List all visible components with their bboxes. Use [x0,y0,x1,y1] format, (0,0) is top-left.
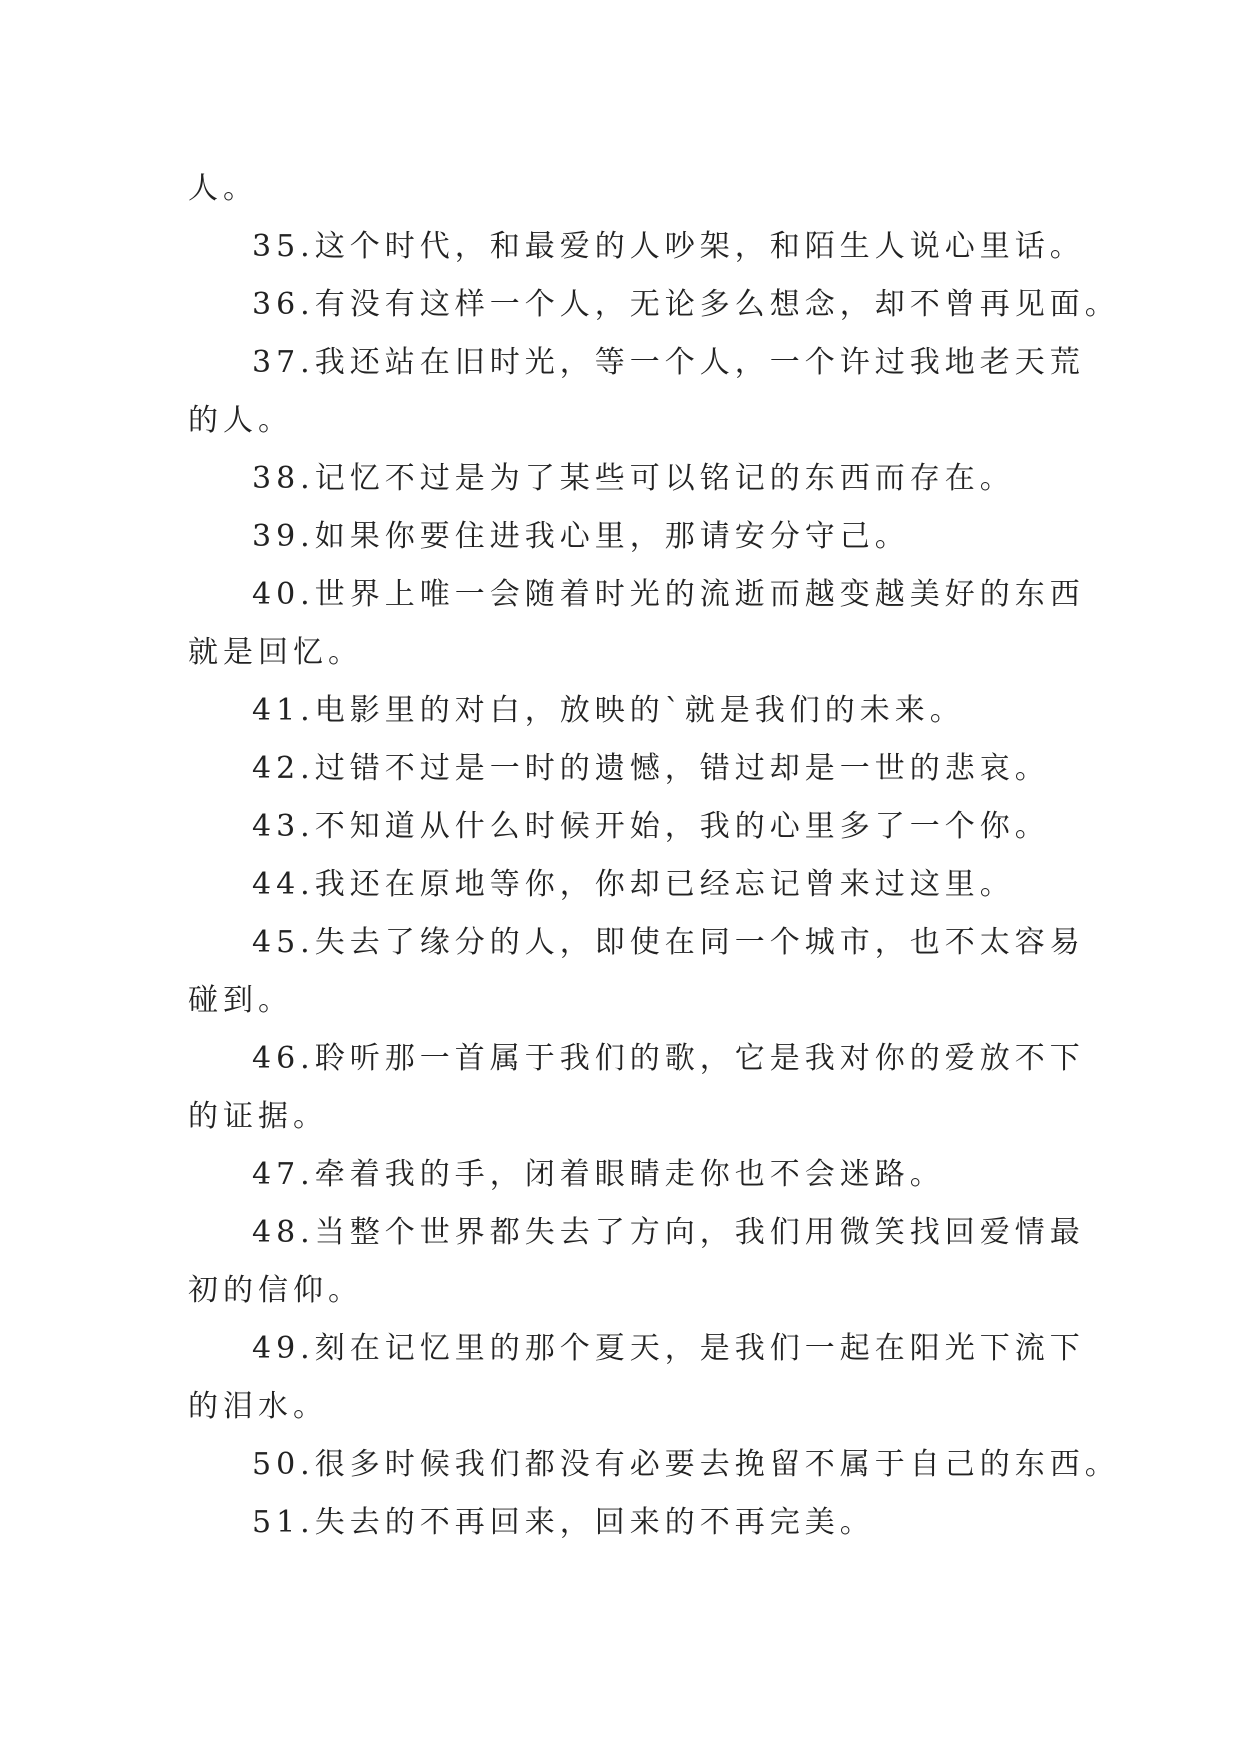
quote-38: 38.记忆不过是为了某些可以铭记的东西而存在。 [252,461,1015,496]
quote-44: 44.我还在原地等你，你却已经忘记曾来过这里。 [252,867,1015,902]
document-body [188,160,1120,1552]
quote-40: 40.世界上唯一会随着时光的流逝而越变越美好的东西 [252,577,1085,612]
quote-48-continuation: 初的信仰。 [188,1273,363,1308]
quote-37: 37.我还站在旧时光，等一个人，一个许过我地老天荒 [252,345,1085,380]
quote-47: 47.牵着我的手，闭着眼睛走你也不会迷路。 [252,1157,945,1192]
quote-46-continuation: 的证据。 [188,1099,328,1134]
quote-41: 41.电影里的对白，放映的`就是我们的未来。 [252,693,965,728]
quote-46: 46.聆听那一首属于我们的歌，它是我对你的爱放不下 [252,1041,1085,1076]
paragraph-line: 人。 [188,171,258,206]
quote-42: 42.过错不过是一时的遗憾，错过却是一世的悲哀。 [252,751,1050,786]
quote-48: 48.当整个世界都失去了方向，我们用微笑找回爱情最 [252,1215,1085,1250]
quote-49: 49.刻在记忆里的那个夏天，是我们一起在阳光下流下 [252,1331,1085,1366]
quote-45-continuation: 碰到。 [188,983,293,1018]
quote-35: 35.这个时代，和最爱的人吵架，和陌生人说心里话。 [252,229,1085,264]
quote-51: 51.失去的不再回来，回来的不再完美。 [252,1505,875,1540]
quote-50: 50.很多时候我们都没有必要去挽留不属于自己的东西。 [252,1447,1120,1482]
quote-43: 43.不知道从什么时候开始，我的心里多了一个你。 [252,809,1050,844]
quote-39: 39.如果你要住进我心里，那请安分守己。 [252,519,910,554]
quote-36: 36.有没有这样一个人，无论多么想念，却不曾再见面。 [252,287,1120,322]
quote-40-continuation: 就是回忆。 [188,635,363,670]
quote-37-continuation: 的人。 [188,403,293,438]
quote-45: 45.失去了缘分的人，即使在同一个城市，也不太容易 [252,925,1085,960]
quote-49-continuation: 的泪水。 [188,1389,328,1424]
